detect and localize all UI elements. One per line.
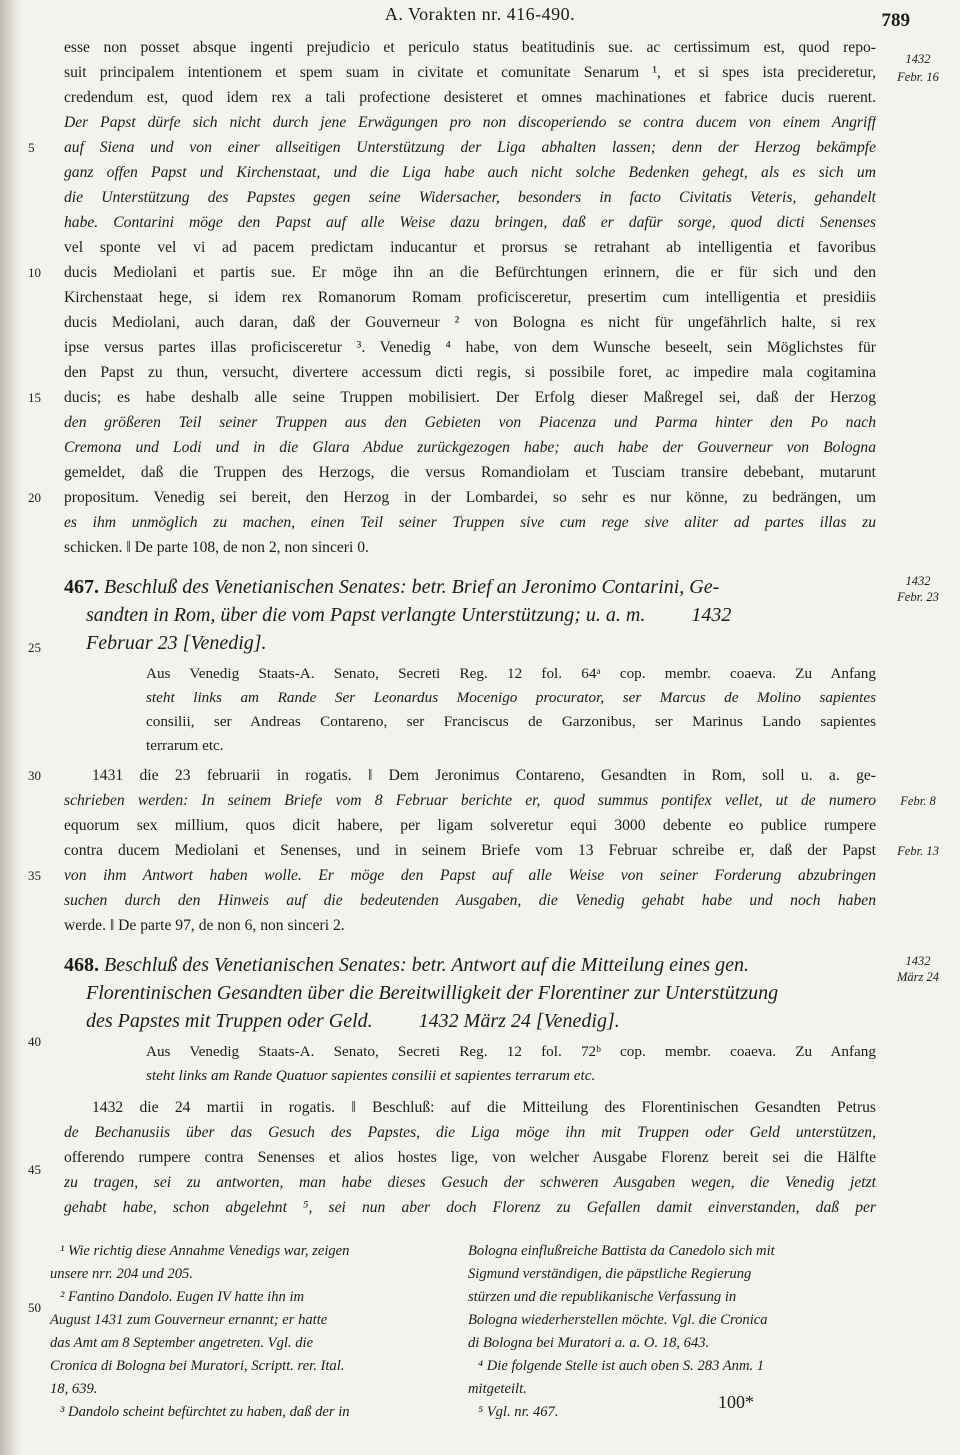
entry-468-date: 1432 März 24 [Venedig].	[418, 1010, 620, 1032]
entry-468-text: offerendo rumpere contra Senenses et alios hostes lige, von welcher Ausgabe Florenz bereit sei die Hälfte	[64, 1149, 876, 1166]
body-line: Kirchenstaat hege, si idem rex Romanorum Romam proficisceretur, presertim cum intelligentia et presidiis	[64, 289, 876, 306]
entry-467-text: 1431 die 23 februarii in rogatis. ‖ Dem Jeronimus Contareno, Gesandten in Rom, soll u. a. ge-	[92, 767, 876, 784]
body-line: habe. Contarini möge den Papst auf alle Weise dazu bringen, daß er dafür sorge, quod dicti Senenses	[64, 214, 876, 231]
entry-467-text: contra ducem Mediolani et Senenses, und in seinem Briefe vom 13 Februar schreibe er, daß der Papst	[64, 842, 876, 859]
body-line: die Unterstützung des Papstes gegen seine Widersacher, besonders in facto Civitatis Veteris, gehandelt	[64, 189, 876, 206]
entry-467-text: von ihm Antwort haben wolle. Er möge den Papst auf alle Weise von seiner Forderung abzubringen	[64, 867, 876, 884]
entry-468-text: de Bechanusiis über das Gesuch des Papstes, die Liga möge ihn mit Truppen oder Geld unterstützen,	[64, 1124, 876, 1141]
line-number: 5	[28, 140, 35, 155]
footnote-line: unsere nrr. 204 und 205.	[50, 1266, 193, 1282]
body-line: esse non posset absque ingenti prejudicio et periculo status beatitudinis sue. ac certissimum est, quod repo-	[64, 39, 876, 56]
body-line: auf Siena und von einer allseitigen Unterstützung der Liga abhalten lassen; denn der Herzog bekämpfe	[64, 139, 876, 156]
entry-467-text: equorum sex millium, quos dicit habere, per ligam solveretur equi 3000 debente eo publice rumpere	[64, 817, 876, 834]
body-line: Der Papst dürfe sich nicht durch jene Erwägungen pro non discoperiendo se contra ducem von einem Angriff	[64, 114, 876, 131]
margin-year: 1432	[905, 574, 931, 588]
entry-467-heading-line	[64, 574, 876, 601]
entry-468-title-3: des Papstes mit Truppen oder Geld.	[86, 1010, 373, 1032]
entry-467-source: steht links am Rande Ser Leonardus Mocenigo procurator, ser Marcus de Molino sapientes	[146, 689, 876, 706]
footnote-line: Cronica di Bologna bei Muratori, Scriptt. rer. Ital.	[50, 1358, 345, 1374]
footnote-line: 18, 639.	[50, 1381, 98, 1397]
body-line: gemeldet, daß die Truppen des Herzogs, die versus Romandiolam et Tusciam transire debebant, mutarunt	[64, 464, 876, 481]
line-number: 10	[28, 265, 41, 280]
body-line: ducis Mediolani, auch daran, daß der Gouverneur ² von Bologna es nicht für ungefährlich halte, si rex	[64, 314, 876, 331]
body-line: ipse versus partes illas proficisceretur ³. Venedig ⁴ habe, von dem Wunsche beseelt, sein Möglichstes für	[64, 339, 876, 356]
footnote-line: das Amt am 8 September angetreten. Vgl. die	[50, 1335, 314, 1351]
running-title: A. Vorakten nr. 416-490.	[384, 4, 576, 24]
line-number: 30	[28, 768, 41, 783]
line-number: 25	[28, 640, 41, 655]
body-line: vel sponte vel vi ad pacem predictam inducantur et prorsus se retrahant ab intelligentia et favoribus	[64, 239, 876, 256]
entry-467-heading-line	[86, 602, 876, 629]
entry-467-source: Aus Venedig Staats-A. Senato, Secreti Reg. 12 fol. 64ᵃ cop. membr. coaeva. Zu Anfang	[146, 665, 876, 682]
footnote-line: stürzen und die republikanische Verfassung in	[468, 1289, 737, 1305]
entry-467-source: terrarum etc.	[146, 737, 224, 754]
margin-year: 1432	[905, 52, 931, 66]
line-number: 40	[28, 1034, 41, 1049]
entry-468-source: Aus Venedig Staats-A. Senato, Secreti Reg. 12 fol. 72ᵇ cop. membr. coaeva. Zu Anfang	[146, 1043, 876, 1060]
page-number: 789	[881, 10, 910, 31]
footnote-line: mitgeteilt.	[468, 1381, 527, 1397]
body-line: ganz offen Papst und Kirchenstaat, und die Liga habe auch nicht solche Bedenken gehegt, als es sich um	[64, 164, 876, 181]
body-line: credendum est, quod idem rex a tali profectione desisteret et omnes machinationes et fabrice ducis ruerent.	[64, 89, 876, 106]
body-line: Cremona und Lodi und in die Glara Abdue zurückgezogen habe; auch habe der Gouverneur von Bologna	[64, 439, 876, 456]
body-line: den Papst zu thun, versucht, divertere accessum dicti regis, si possibile foret, ac impedire mala cogitamina	[64, 364, 876, 381]
body-line: es ihm unmöglich zu machen, einen Teil seiner Truppen sive cum rege sive aliter ad partes illas zu	[64, 514, 876, 531]
footnote-line: August 1431 zum Gouverneur ernannt; er hatte	[50, 1312, 328, 1328]
margin-date: Febr. 23	[897, 590, 939, 604]
entry-467-title-1: Beschluß des Venetianischen Senates: betr. Brief an Jeronimo Contarini, Ge-	[104, 576, 720, 598]
entry-467-text: werde. ‖ De parte 97, de non 6, non sinceri 2.	[64, 917, 345, 934]
line-number: 15	[28, 390, 41, 405]
entry-468-title-1: Beschluß des Venetianischen Senates: betr. Antwort auf die Mitteilung eines gen.	[104, 954, 750, 976]
entry-468-heading-line	[86, 1008, 876, 1035]
footnotes-right-column	[468, 1240, 868, 1424]
footnote-line: ² Fantino Dandolo. Eugen IV hatte ihn im	[60, 1289, 305, 1305]
entry-467-title-2: sandten in Rom, über die vom Papst verlangte Unterstützung; u. a. m.	[86, 604, 646, 626]
margin-date: Febr. 13	[897, 844, 939, 858]
entry-468-source: steht links am Rande Quatuor sapientes consilii et sapientes terrarum etc.	[146, 1067, 596, 1084]
footnote-line: ⁴ Die folgende Stelle ist auch oben S. 283 Anm. 1	[478, 1358, 765, 1374]
entry-467-number: 467.	[64, 576, 99, 598]
entry-468-title-2: Florentinischen Gesandten über die Bereitwilligkeit der Florentiner zur Unterstützung	[86, 982, 779, 1004]
scan-binding-shadow	[0, 0, 22, 1455]
line-number: 50	[28, 1300, 41, 1315]
entry-467-text: suchen durch den Hinweis auf die bedeutenden Ausgaben, die Venedig gehabt habe und noch haben	[64, 892, 876, 909]
entry-467-date: Februar 23 [Venedig].	[86, 632, 267, 654]
entry-467-year: 1432	[691, 604, 732, 626]
entry-468-text: zu tragen, sei zu antworten, man habe dieses Gesuch der schweren Ausgaben wegen, die Venedig jetzt	[64, 1174, 876, 1191]
footnote-line: Sigmund verständigen, die päpstliche Regierung	[468, 1266, 752, 1282]
footnote-line: Bologna wiederherstellen möchte. Vgl. die Cronica	[468, 1312, 768, 1328]
margin-date: Febr. 16	[897, 70, 939, 84]
footnote-line: di Bologna bei Muratori a. a. O. 18, 643.	[468, 1335, 710, 1351]
footnote-line: ³ Dandolo scheint befürchtet zu haben, daß der in	[60, 1404, 350, 1420]
margin-year: 1432	[905, 954, 931, 968]
body-line: ducis Mediolani et partis sue. Er möge ihn an die Befürchtungen erinnern, die er für sich und den	[64, 264, 876, 281]
footnote-line: ¹ Wie richtig diese Annahme Venedigs war, zeigen	[60, 1243, 350, 1259]
sheet-signature-marker: 100*	[718, 1392, 754, 1412]
footnotes-left-column	[50, 1240, 450, 1424]
line-number: 20	[28, 490, 41, 505]
line-number: 35	[28, 868, 41, 883]
body-line: schicken. ‖ De parte 108, de non 2, non sinceri 0.	[64, 539, 369, 556]
body-line: propositum. Venedig sei bereit, den Herzog in der Lombardei, so sehr es nur könne, zu bedrängen, um	[64, 489, 876, 506]
entry-468-text: 1432 die 24 martii in rogatis. ‖ Beschluß: auf die Mitteilung des Florentinischen Gesandten Petrus	[92, 1099, 876, 1116]
body-line: suit principalem intentionem et spem suam in civitate et comunitate Senarum ¹, et si spes ista precideretur,	[64, 64, 876, 81]
footnote-line: Bologna einflußreiche Battista da Canedolo sich mit	[468, 1243, 775, 1259]
line-number: 45	[28, 1162, 41, 1177]
footnote-line: ⁵ Vgl. nr. 467.	[478, 1404, 559, 1420]
margin-date: Febr. 8	[900, 794, 936, 808]
body-line: den größeren Teil seiner Truppen aus den Gebieten von Piacenza und Parma hinter den Po nach	[64, 414, 876, 431]
body-line: ducis; es habe deshalb alle seine Truppen mobilisiert. Der Erfolg dieser Maßregel sei, daß der Herzog	[64, 389, 876, 406]
margin-date: März 24	[896, 970, 940, 984]
entry-468-text: gehabt habe, schon abgelehnt ⁵, sei nun aber doch Florenz zu Gefallen damit einverstanden, daß per	[64, 1199, 876, 1216]
entry-468-number: 468.	[64, 954, 99, 976]
entry-467-text: schrieben werden: In seinem Briefe vom 8 Februar berichte er, quod summus pontifex vellet, ut de numero	[64, 792, 876, 809]
entry-468-heading-line	[64, 952, 876, 979]
entry-467-source: consilii, ser Andreas Contareno, ser Franciscus de Garzonibus, ser Marinus Lando sapientes	[146, 713, 876, 730]
